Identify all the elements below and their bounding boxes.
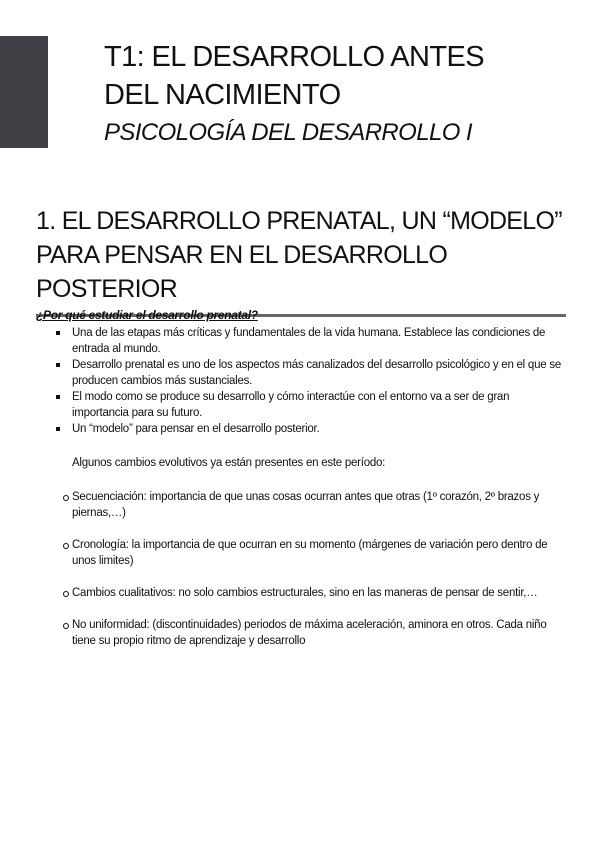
list-item xyxy=(36,585,566,601)
list-item-text: Una de las etapas más críticas y fundamentales de la vida humana. Establece las condiciones de entrada al mundo. xyxy=(72,327,546,355)
list-item-text: Un “modelo” para pensar en el desarrollo posterior. xyxy=(72,423,320,435)
list-item-text: Cronología: la importancia de que ocurran en su momento (márgenes de variación pero dentro de unos limites) xyxy=(72,539,548,567)
circle-bullet-icon xyxy=(63,591,69,597)
list-item-text: El modo como se produce su desarrollo y cómo interactúe con el entorno va a ser de gran importancia para su futuro. xyxy=(72,391,510,419)
circle-bullet-icon xyxy=(63,623,69,629)
header-accent-bar xyxy=(0,36,48,148)
question-heading: ¿Por qué estudiar el desarrollo prenatal? xyxy=(36,308,258,322)
list-item xyxy=(36,421,566,437)
document-header xyxy=(104,38,584,148)
circle-bullet-icon xyxy=(63,543,69,549)
section-body xyxy=(36,308,566,665)
document-title-line-1: T1: EL DESARROLLO ANTES xyxy=(104,41,484,73)
document-subtitle: PSICOLOGÍA DEL DESARROLLO I xyxy=(104,119,472,146)
square-bullet-icon xyxy=(56,331,60,335)
list-item-text: Cambios cualitativos: no solo cambios estructurales, sino en las maneras de pensar de sentir,… xyxy=(72,587,538,599)
section-heading xyxy=(36,204,566,317)
square-bullet-icon xyxy=(56,363,60,367)
square-bullet-icon xyxy=(56,395,60,399)
list-item xyxy=(36,537,566,569)
list-item-text: No uniformidad: (discontinuidades) periodos de máxima aceleración, aminora en otros. Cada niño tiene su propio ritmo de aprendizaje y desarrollo xyxy=(72,619,547,647)
changes-list xyxy=(36,489,566,649)
square-bullet-icon xyxy=(56,427,60,431)
list-item-text: Secuenciación: importancia de que unas cosas ocurran antes que otras (1º corazón, 2º brazos y piernas,…) xyxy=(72,491,540,519)
section-title-line-2: PARA PENSAR EN EL DESARROLLO POSTERIOR xyxy=(36,241,448,303)
list-item xyxy=(36,325,566,357)
document-title-line-2: DEL NACIMIENTO xyxy=(104,79,341,111)
circle-bullet-icon xyxy=(63,495,69,501)
list-item xyxy=(36,489,566,521)
list-item xyxy=(36,357,566,389)
list-item xyxy=(36,389,566,421)
list-item xyxy=(36,617,566,649)
reasons-list xyxy=(36,325,566,437)
list-item-text: Desarrollo prenatal es uno de los aspectos más canalizados del desarrollo psicológico y en el que se producen cambios más sustanciales. xyxy=(72,359,561,387)
changes-intro: Algunos cambios evolutivos ya están presentes en este período: xyxy=(72,457,386,469)
section-title-line-1: 1. EL DESARROLLO PRENATAL, UN “MODELO” xyxy=(36,207,562,235)
